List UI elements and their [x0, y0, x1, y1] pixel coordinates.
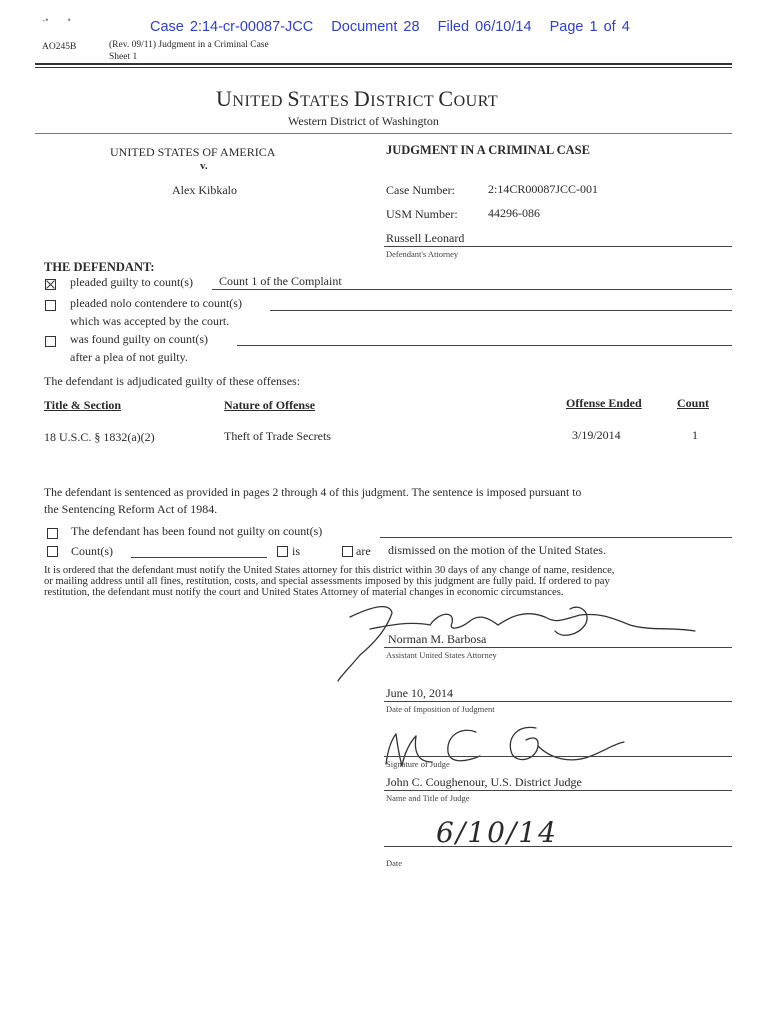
- found-guilty-label: was found guilty on count(s): [70, 332, 208, 346]
- judge-name: John C. Coughenour, U.S. District Judge: [386, 775, 582, 789]
- nolo-contendere-checkbox[interactable]: [45, 300, 56, 311]
- judge-sig-line: [384, 756, 732, 757]
- defense-attorney: Russell Leonard: [386, 231, 465, 245]
- judgment-title: JUDGMENT IN A CRIMINAL CASE: [386, 143, 590, 157]
- date-label: Date: [386, 858, 403, 868]
- defendant-name: Alex Kibkalo: [172, 183, 237, 197]
- nolo-contendere-line: [270, 310, 732, 311]
- ausa-line: [384, 647, 732, 648]
- cell-offense-ended: 3/19/2014: [572, 428, 621, 442]
- court-district: Western District of Washington: [288, 114, 439, 128]
- col-title-section: Title & Section: [44, 398, 122, 412]
- cell-nature-offense: Theft of Trade Secrets: [224, 429, 331, 443]
- notice-line-1: It is ordered that the defendant must notify the United States attorney for this district within 30 days of any change of name, residence,: [44, 565, 615, 576]
- document-number: Document 28: [331, 19, 420, 35]
- judge-sig-label: Signature of Judge: [386, 759, 450, 769]
- counts-line: [131, 557, 267, 558]
- handwritten-date: 6/10/14: [436, 816, 558, 849]
- are-label: are: [356, 544, 371, 558]
- usm-number: 44296-086: [488, 206, 540, 220]
- case-id: Case 2:14-cr-00087-JCC: [150, 19, 314, 35]
- pleaded-guilty-value: Count 1 of the Complaint: [219, 274, 342, 288]
- usm-number-label: USM Number:: [386, 207, 458, 221]
- adjudicated-text: The defendant is adjudicated guilty of these offenses:: [44, 374, 301, 388]
- imposition-label: Date of Imposition of Judgment: [386, 704, 495, 714]
- defense-attorney-label: Defendant's Attorney: [386, 249, 459, 259]
- notice-line-2: or mailing address until all fines, restitution, costs, and special assessments imposed by this judgment are fully paid. If ordered to pay: [44, 576, 610, 587]
- form-revision: (Rev. 09/11) Judgment in a Criminal Case: [109, 40, 269, 50]
- filed-date: Filed 06/10/14: [437, 19, 532, 35]
- counts-label: Count(s): [71, 544, 113, 558]
- nolo-contendere-label: pleaded nolo contendere to count(s): [70, 296, 242, 310]
- form-sheet: Sheet 1: [109, 52, 138, 62]
- page-indicator: Page 1 of 4: [549, 19, 630, 35]
- is-label: is: [292, 544, 301, 558]
- imposition-date: June 10, 2014: [386, 686, 453, 700]
- filing-header: [150, 19, 630, 35]
- found-guilty-line: [237, 345, 732, 346]
- versus: v.: [200, 160, 208, 172]
- case-number-label: Case Number:: [386, 183, 455, 197]
- col-nature-offense: Nature of Offense: [224, 398, 316, 412]
- sentence-line-2: the Sentencing Reform Act of 1984.: [44, 502, 218, 516]
- found-guilty-checkbox[interactable]: [45, 336, 56, 347]
- are-checkbox[interactable]: [342, 546, 353, 557]
- found-guilty-sub: after a plea of not guilty.: [70, 350, 188, 364]
- pleaded-guilty-line: [212, 289, 732, 290]
- ausa-title: Assistant United States Attorney: [386, 650, 497, 660]
- dismissed-text: dismissed on the motion of the United States.: [388, 543, 606, 557]
- ausa-name: Norman M. Barbosa: [388, 632, 487, 646]
- form-id: AO245B: [42, 42, 77, 52]
- col-offense-ended: Offense Ended: [566, 396, 642, 410]
- defendant-heading: THE DEFENDANT:: [44, 260, 155, 274]
- court-title: UNITED STATES DISTRICT COURT: [216, 86, 499, 111]
- col-count: Count: [677, 396, 710, 410]
- judge-name-label: Name and Title of Judge: [386, 793, 470, 803]
- counts-checkbox[interactable]: [47, 546, 58, 557]
- cell-count: 1: [692, 428, 698, 442]
- not-guilty-line: [380, 537, 732, 538]
- ausa-signature: [330, 595, 710, 685]
- imposition-line: [384, 701, 732, 702]
- district-rule: [35, 133, 732, 134]
- pleaded-guilty-label: pleaded guilty to count(s): [70, 275, 193, 289]
- not-guilty-checkbox[interactable]: [47, 528, 58, 539]
- pleaded-guilty-checkbox[interactable]: [45, 279, 56, 290]
- date-line: [384, 846, 732, 847]
- cell-title-section: 18 U.S.C. § 1832(a)(2): [44, 430, 155, 444]
- header-rule-thick: [35, 63, 732, 65]
- plaintiff: UNITED STATES OF AMERICA: [110, 145, 276, 159]
- case-number: 2:14CR00087JCC-001: [488, 182, 599, 196]
- not-guilty-label: The defendant has been found not guilty on count(s): [71, 524, 323, 538]
- sentence-line-1: The defendant is sentenced as provided in pages 2 through 4 of this judgment. The sentence is imposed pursuant to: [44, 486, 582, 499]
- is-checkbox[interactable]: [277, 546, 288, 557]
- scan-marks: -• •: [42, 16, 71, 26]
- nolo-contendere-sub: which was accepted by the court.: [70, 314, 230, 328]
- header-rule-thin: [35, 67, 732, 68]
- attorney-line: [384, 246, 732, 247]
- judge-name-line: [384, 790, 732, 791]
- notice-line-3: restitution, the defendant must notify the court and United States Attorney of material changes in economic circumstances.: [44, 587, 564, 598]
